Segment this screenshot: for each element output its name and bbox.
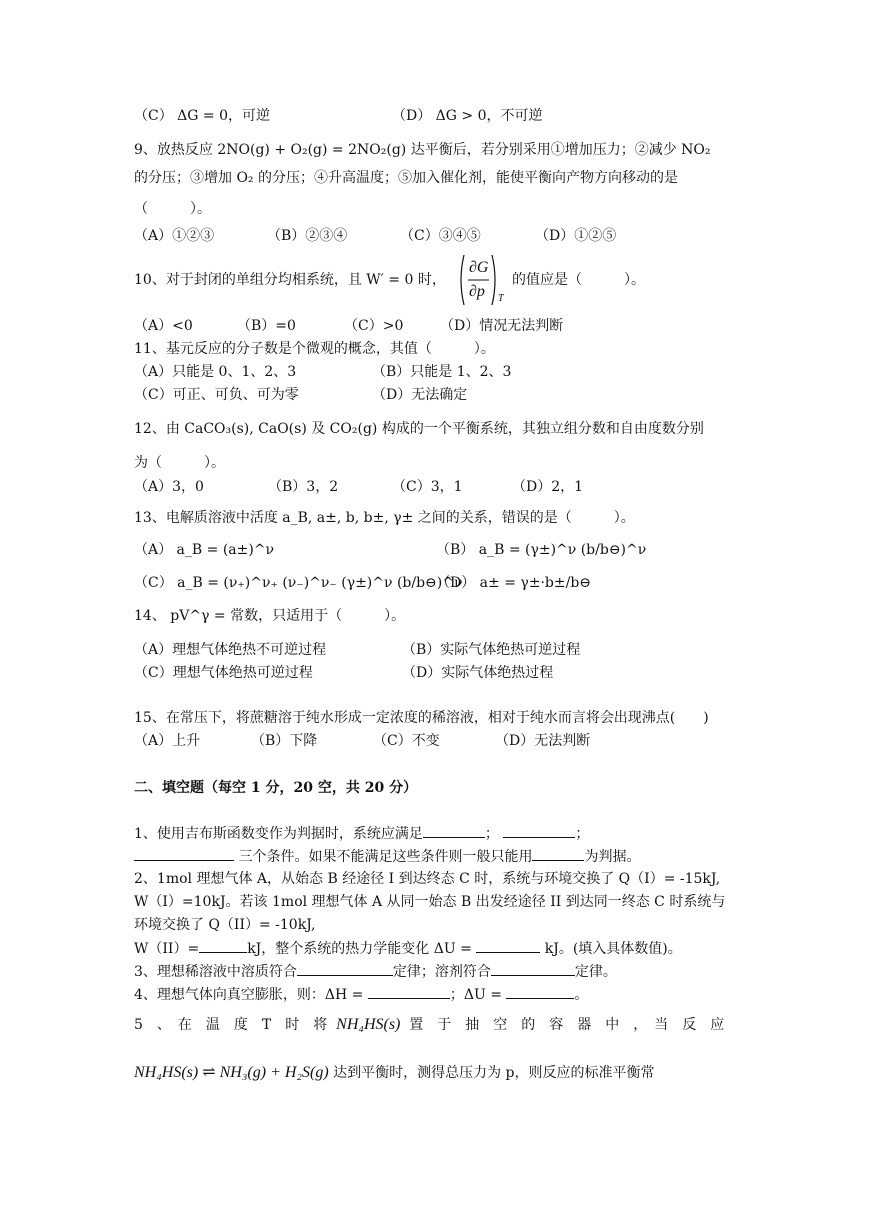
fill4-blank-2[interactable] (506, 984, 574, 999)
q10-option-a: （A）<0 (134, 318, 193, 334)
q15-stem: 15、在常压下，将蔗糖溶于纯水形成一定浓度的稀溶液，相对于纯水而言将会出现沸点( ) (134, 710, 709, 726)
q12-option-a: （A）3，0 (134, 479, 204, 495)
q11-option-a: （A）只能是 0、1、2、3 (134, 364, 297, 380)
q9-stem-line2: 的分压；③增加 O₂ 的分压；④升高温度；⑤加入催化剂，能使平衡向产物方向移动的是 (134, 170, 678, 186)
q8-option-d: （D） ΔG > 0，不可逆 (392, 108, 543, 124)
q9-stem-line1: 9、放热反应 2NO(g) + O₂(g) = 2NO₂(g) 达平衡后，若分别采用①增加压力；②减少 NO₂ (134, 142, 711, 158)
fill2-text-a: W（II）= (134, 941, 200, 957)
fill2-line2: W（I）=10kJ。若该 1mol 理想气体 A 从同一始态 B 出发经途径 II 到达同一终态 C 时系统与 (134, 894, 726, 910)
q12-option-d: （D）2，1 (512, 479, 584, 495)
q13-option-b: （B） a_B = (γ±)^ν (b/b⊖)^ν (436, 542, 647, 558)
fill1-line2 (134, 846, 640, 867)
fill5-text-c: 置 于 抽 空 的 容 器 中 ， 当 反 应 (409, 1017, 725, 1033)
fill1-text-b: ； (484, 826, 499, 842)
fill5-text-a: 5 、 在 温 度 T 时 将 (134, 1017, 328, 1033)
fill2-line3: 环境交换了 Q（II）= -10kJ, (134, 917, 316, 933)
q10-stem-pre: 10、对于封闭的单组分均相系统，且 W′ = 0 时， (134, 272, 446, 288)
fill2-text-c: kJ。(填入具体数值)。 (544, 941, 682, 957)
fill1-text-e: 为判据。 (584, 849, 641, 865)
q10-partial-derivative (458, 253, 506, 307)
fill1-blank-4[interactable] (532, 846, 584, 861)
q10-option-b: （B）=0 (237, 318, 296, 334)
q11-option-c: （C）可正、可负、可为零 (134, 387, 299, 403)
q10-stem-post: 的值应是（ ）。 (512, 272, 645, 288)
fill4-blank-1[interactable] (368, 984, 450, 999)
q15-option-a: （A）上升 (134, 733, 201, 749)
q10-frac-denominator: ∂p (469, 283, 485, 300)
fill3-blank-2[interactable] (491, 961, 575, 976)
fill3-line (134, 961, 617, 982)
q9-option-a: （A）①②③ (134, 228, 215, 244)
fill4-line (134, 984, 588, 1005)
fill4-text-b: ；ΔU = (449, 987, 502, 1003)
fill2-blank-2[interactable] (476, 938, 540, 953)
fill5-text-l2b: 达到平衡时，测得总压力为 p，则反应的标准平衡常 (333, 1065, 655, 1081)
q14-option-d: （D）实际气体绝热过程 (402, 665, 554, 681)
q9-option-b: （B）②③④ (267, 228, 348, 244)
q9-option-c: （C）③④⑤ (400, 228, 481, 244)
q15-option-d: （D）无法判断 (495, 733, 591, 749)
q9-option-d: （D）①②⑤ (535, 228, 617, 244)
q12-stem-line2: 为（ ）。 (134, 455, 225, 471)
q13-stem: 13、电解质溶液中活度 a_B, a±, b, b±, γ± 之间的关系，错误的是（ ）。 (134, 510, 635, 526)
q12-option-b: （B）3，2 (268, 479, 339, 495)
q9-stem-line3: （ ）。 (134, 201, 211, 217)
q10-option-c: （C）>0 (344, 318, 404, 334)
fill2-text-b: kJ，整个系统的热力学能变化 ΔU = (247, 941, 472, 957)
fill1-text-d: 三个条件。如果不能满足这些条件则一般只能用 (238, 849, 533, 865)
fill5-reaction-equation: NH₄HS(s) ⇌ NH₃(g) + H₂S(g) (134, 1064, 329, 1081)
q14-option-b: （B）实际气体绝热可逆过程 (402, 642, 581, 658)
q10-option-d: （D）情况无法判断 (440, 318, 564, 334)
fill3-text-b: 定律；溶剂符合 (392, 964, 491, 980)
fill1-line1 (134, 823, 589, 844)
q10-frac-numerator: ∂G (469, 259, 489, 276)
fill1-text-c: ； (575, 826, 590, 842)
q15-option-b: （B）下降 (251, 733, 318, 749)
q13-option-c: （C） a_B = (ν₊)^ν₊ (ν₋)^ν₋ (γ±)^ν (b/b⊖)^ν (134, 575, 463, 591)
q13-option-a: （A） a_B = (a±)^ν (134, 542, 275, 558)
q12-stem-line1: 12、由 CaCO₃(s), CaO(s) 及 CO₂(g) 构成的一个平衡系统，其独立组分数和自由度数分别 (134, 421, 704, 437)
q8-option-c: （C） ΔG = 0，可逆 (134, 108, 270, 124)
fill3-text-c: 定律。 (574, 964, 617, 980)
fill2-blank-1[interactable] (199, 938, 247, 953)
q12-option-c: （C）3，1 (392, 479, 463, 495)
fill5-formula-nh4hs: NH₄HS(s) (336, 1016, 401, 1033)
fill1-blank-3[interactable] (134, 846, 234, 861)
q14-option-a: （A）理想气体绝热不可逆过程 (134, 642, 327, 658)
fill1-blank-1[interactable] (423, 823, 485, 838)
fill3-text-a: 3、理想稀溶液中溶质符合 (134, 964, 297, 980)
fill3-blank-1[interactable] (297, 961, 393, 976)
fill4-text-c: 。 (574, 987, 589, 1003)
q14-option-c: （C）理想气体绝热可逆过程 (134, 665, 313, 681)
q15-option-c: （C）不变 (373, 733, 440, 749)
section-title-fill-in: 二、填空题（每空 1 分，20 空，共 20 分） (134, 780, 418, 796)
fill5-line2 (134, 1063, 655, 1083)
fill5-line1 (134, 1015, 724, 1035)
fill1-text-a: 1、使用吉布斯函数变作为判据时，系统应满足 (134, 826, 423, 842)
fill1-blank-2[interactable] (503, 823, 575, 838)
q11-option-b: （B）只能是 1、2、3 (372, 364, 512, 380)
q10-frac-subscript: T (498, 293, 504, 304)
fill4-text-a: 4、理想气体向真空膨胀，则：ΔH = (134, 987, 364, 1003)
fill2-line1: 2、1mol 理想气体 A，从始态 B 经途径 I 到达终态 C 时，系统与环境交换了 Q（I）= -15kJ, (134, 871, 721, 887)
fill2-line4 (134, 938, 682, 959)
q11-stem: 11、基元反应的分子数是个微观的概念，其值（ ）。 (134, 341, 495, 357)
q13-option-d: （D） a± = γ±·b±/b⊖ (436, 575, 592, 591)
q14-stem: 14、 pV^γ = 常数，只适用于（ ）。 (134, 608, 406, 624)
q11-option-d: （D）无法确定 (372, 387, 468, 403)
